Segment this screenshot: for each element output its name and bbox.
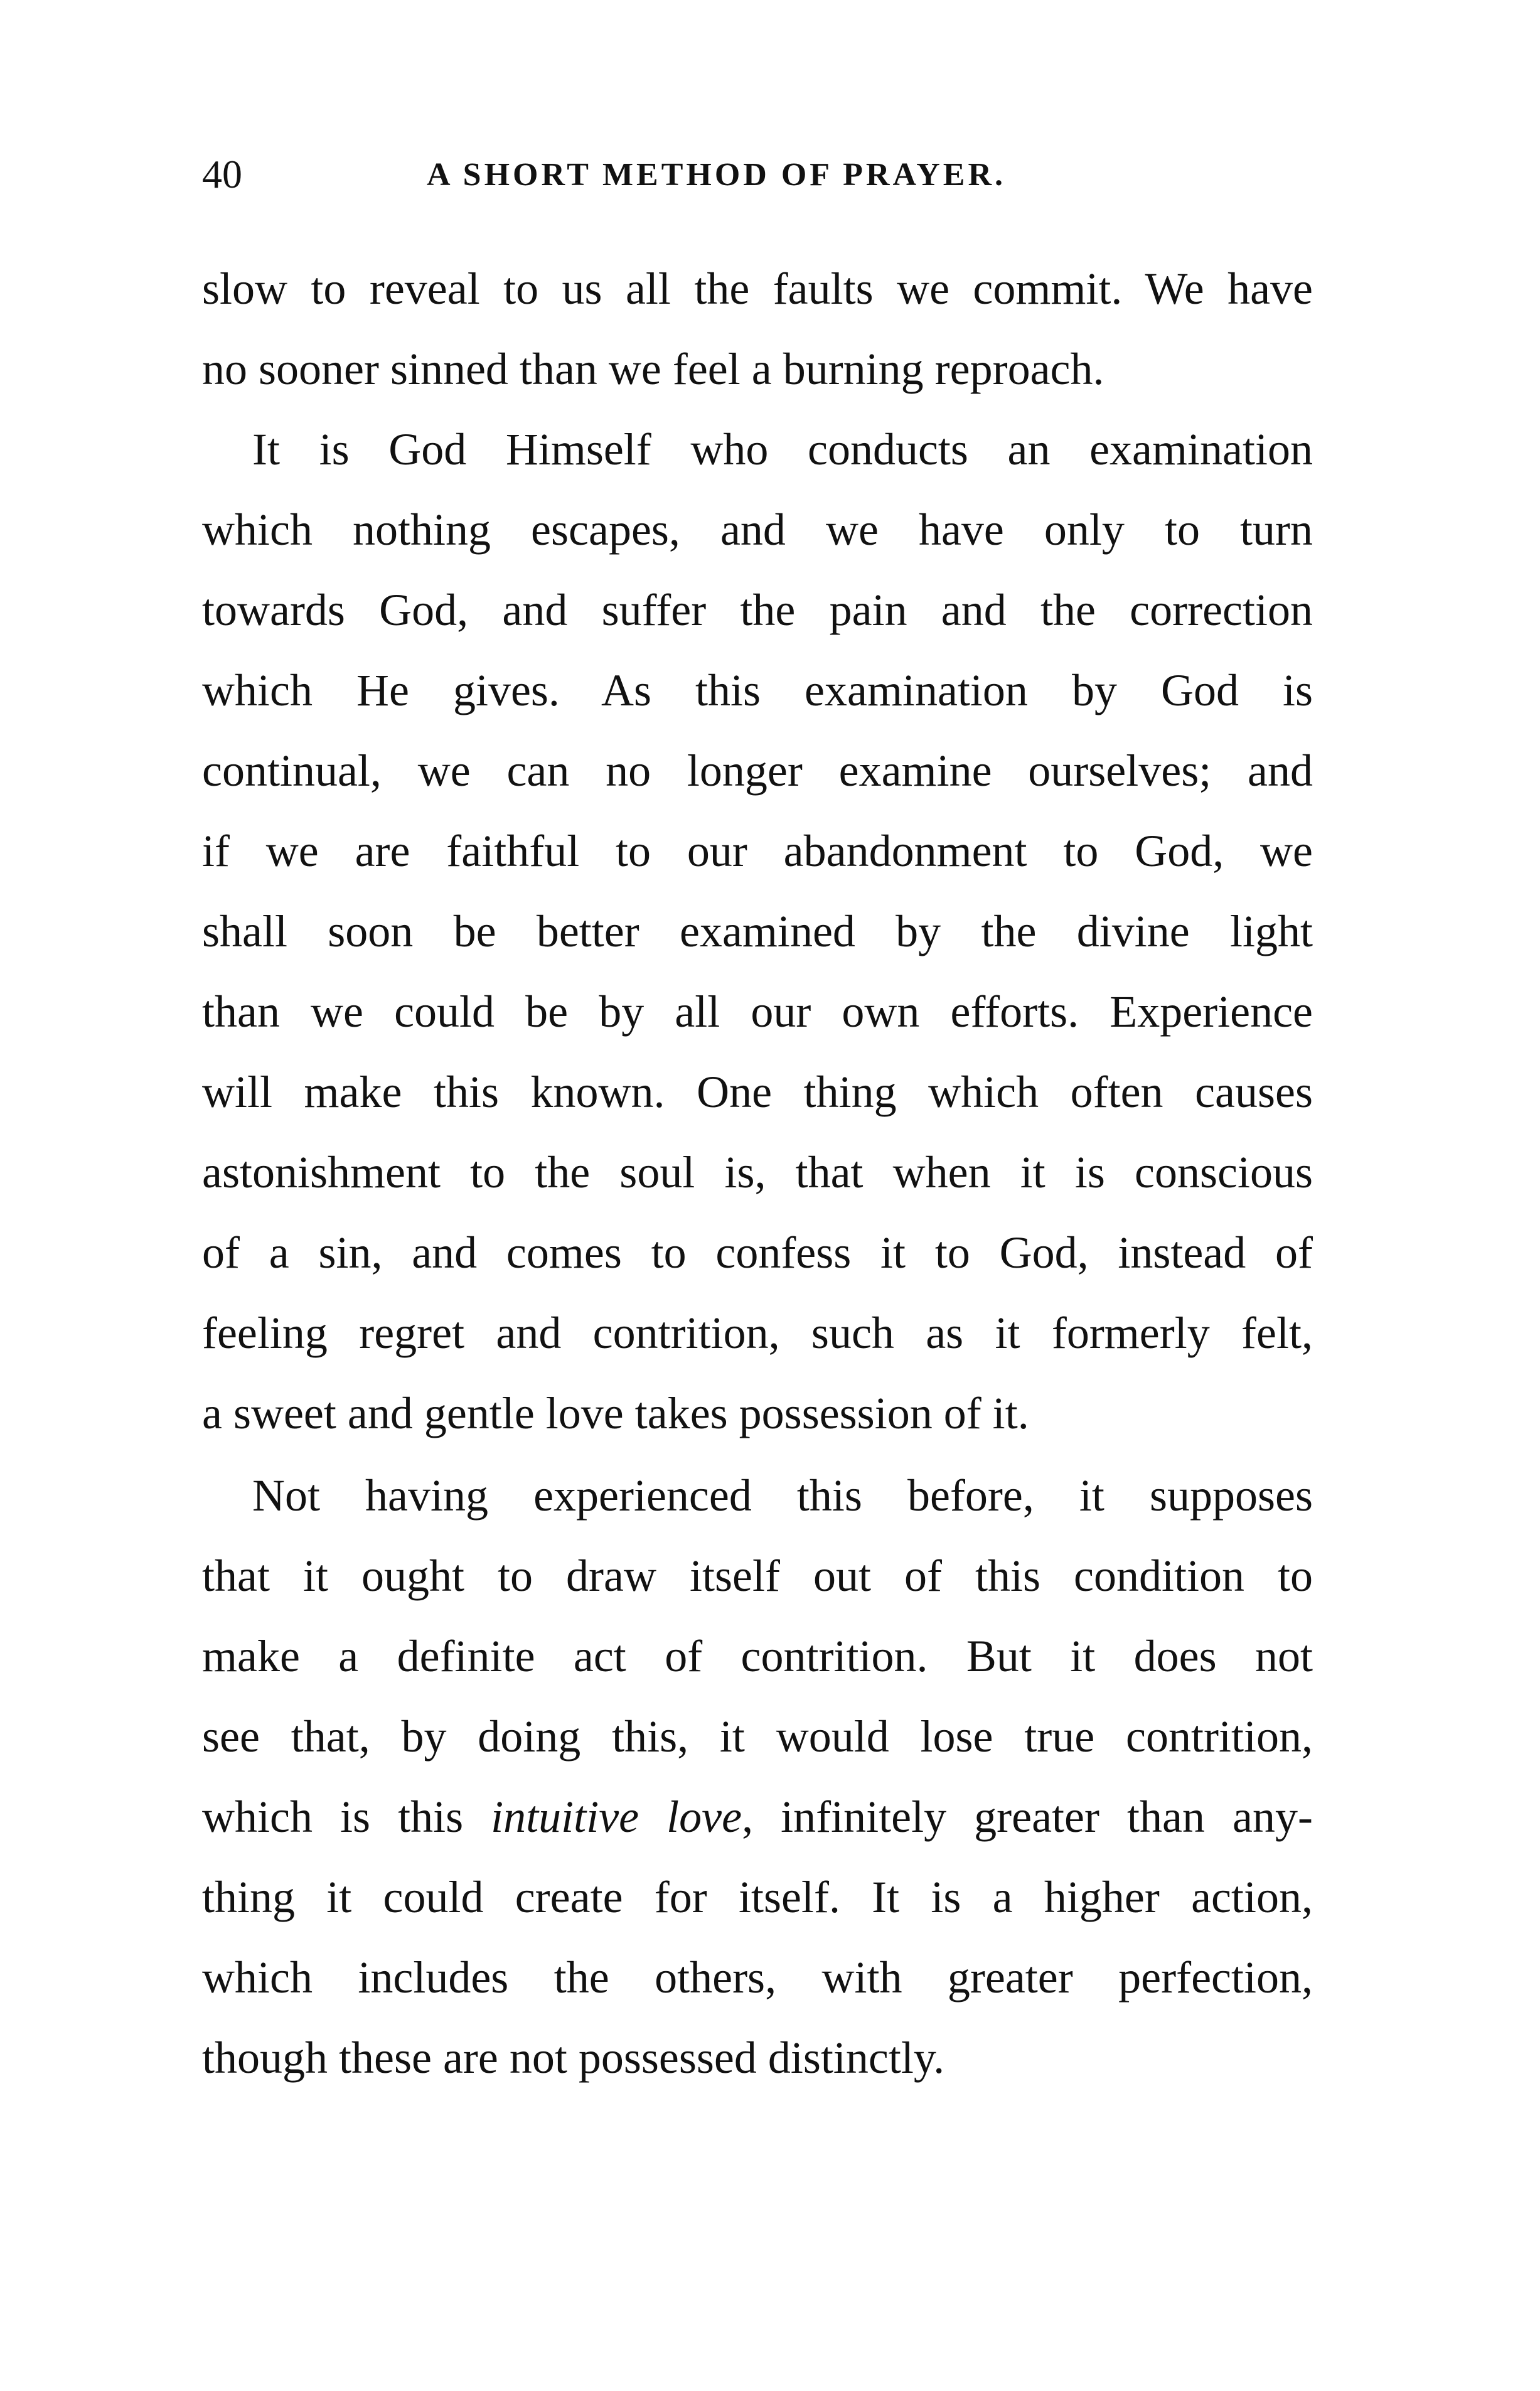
page-number: 40 [202, 152, 242, 196]
text-line: make a definite act of contrition. But it does not [202, 1631, 1313, 1681]
text-line: continual, we can no longer examine ourselves; and [202, 746, 1313, 796]
paragraph-first-line: Not having experienced this before, it supposes [252, 1470, 1313, 1521]
text-line: which nothing escapes, and we have only to turn [202, 505, 1313, 555]
text-line: that it ought to draw itself out of this condition to [202, 1551, 1313, 1601]
text-line: than we could be by all our own efforts. Experience [202, 987, 1313, 1037]
text-line: feeling regret and contrition, such as it formerly felt, [202, 1308, 1313, 1358]
text-line: astonishment to the soul is, that when it is conscious [202, 1147, 1313, 1197]
running-head [202, 149, 1325, 206]
text-line: though these are not possessed distinctly. [202, 2033, 945, 2083]
text-line: of a sin, and comes to confess it to God, instead of [202, 1228, 1313, 1278]
text-line: thing it could create for itself. It is a higher action, [202, 1872, 1313, 1922]
text-line: which He gives. As this examination by God is [202, 665, 1313, 715]
running-title: A SHORT METHOD OF PRAYER. [427, 157, 1007, 193]
text-line: which includes the others, with greater perfection, [202, 1952, 1313, 2003]
text-line: if we are faithful to our abandonment to God, we [202, 826, 1313, 876]
text-span: , infinitely greater than any- [742, 1792, 1313, 1842]
text-line: a sweet and gentle love takes possession of it. [202, 1388, 1029, 1438]
text-span: which is this [202, 1792, 491, 1842]
italic-phrase: intuitive love [491, 1792, 742, 1842]
paragraph-first-line: It is God Himself who conducts an examination [252, 424, 1313, 474]
text-line: slow to reveal to us all the faults we commit. We have [202, 264, 1313, 314]
text-line-with-italic [202, 1782, 1313, 1851]
text-line: shall soon be better examined by the divine light [202, 906, 1313, 956]
text-line: see that, by doing this, it would lose true contrition, [202, 1711, 1313, 1762]
text-line: no sooner sinned than we feel a burning reproach. [202, 344, 1104, 394]
text-line: will make this known. One thing which often causes [202, 1067, 1313, 1117]
text-line: towards God, and suffer the pain and the correction [202, 585, 1313, 635]
